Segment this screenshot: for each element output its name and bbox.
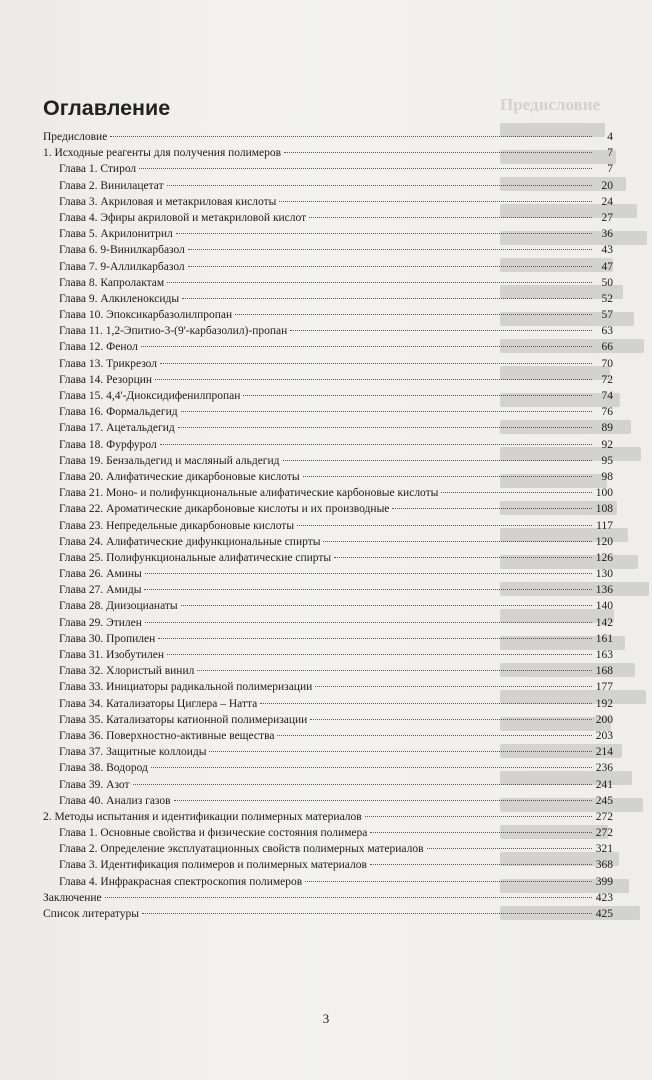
toc-entry-title: Предисловие: [43, 131, 108, 143]
toc-entry: [43, 145, 613, 161]
dot-leader: [188, 249, 592, 250]
dot-leader: [188, 266, 592, 267]
dot-leader: [323, 541, 592, 542]
toc-entry: [43, 129, 613, 145]
dot-leader: [167, 185, 592, 186]
toc-entry-page: 63: [601, 325, 613, 338]
dot-leader: [141, 346, 592, 347]
toc-entry-title: Глава 12. Фенол: [59, 341, 138, 354]
toc-entry-title: 2. Методы испытания и идентификации полимерных материалов: [43, 810, 362, 823]
toc-entry-page: 126: [595, 551, 613, 564]
toc-entry: [43, 501, 613, 517]
toc-entry-page: 136: [595, 584, 613, 597]
dot-leader: [167, 654, 592, 655]
toc-entry-page: 4: [607, 131, 613, 143]
toc-entry: [43, 582, 613, 598]
toc-entry: [43, 696, 613, 712]
dot-leader: [277, 735, 592, 736]
toc-entry: [43, 793, 613, 809]
toc-entry-title: Глава 6. 9-Винилкарбазол: [59, 244, 185, 257]
toc-entry-title: Глава 21. Моно- и полифункциональные алифатические карбоновые кислоты: [59, 487, 439, 500]
toc-entry-title: Глава 9. Алкиленоксиды: [59, 292, 180, 305]
toc-entry-page: 24: [601, 195, 613, 208]
toc-entry: [43, 760, 613, 776]
toc-entry: [43, 420, 613, 436]
toc-entry-page: 163: [595, 649, 613, 661]
toc-entry: [43, 615, 613, 631]
toc-entry-page: 177: [595, 681, 613, 694]
toc-entry-title: Глава 18. Фурфурол: [59, 438, 157, 451]
toc-entry-page: 72: [601, 373, 613, 386]
toc-entry-page: 98: [601, 470, 613, 483]
toc-entry: [43, 307, 613, 323]
toc-entry: [43, 469, 613, 485]
toc-entry-page: 200: [595, 713, 613, 726]
toc-entry: [43, 226, 613, 242]
dot-leader: [139, 168, 592, 169]
toc-entry-page: 47: [601, 260, 613, 273]
toc-entry-title: Глава 23. Непредельные дикарбоновые кислоты: [59, 519, 295, 532]
dot-leader: [284, 152, 592, 153]
toc-entry-page: 236: [595, 762, 613, 775]
toc-entry: [43, 437, 613, 453]
toc-entry-page: 70: [601, 357, 613, 370]
toc-entry-title: Список литературы: [43, 908, 139, 920]
toc-entry-title: Глава 39. Азот: [59, 778, 130, 791]
toc-entry-page: 214: [595, 746, 613, 759]
toc-entry-page: 92: [601, 438, 613, 451]
toc-entry: [43, 712, 613, 728]
toc-entry-page: 76: [601, 406, 613, 419]
toc-entry: [43, 744, 613, 760]
toc-entry-page: 27: [601, 211, 613, 224]
toc-entry-page: 272: [595, 810, 613, 823]
dot-leader: [441, 492, 592, 493]
toc-entry: [43, 210, 613, 226]
toc-entry: [43, 178, 613, 194]
dot-leader: [176, 233, 592, 234]
toc-entry-title: Глава 30. Пропилен: [59, 632, 156, 645]
toc-entry: [43, 728, 613, 744]
dot-leader: [243, 395, 592, 396]
dot-leader: [334, 557, 592, 558]
toc-entry-page: 168: [595, 665, 613, 678]
toc-entry-page: 203: [595, 729, 613, 742]
toc-entry-page: 399: [595, 875, 613, 888]
dot-leader: [142, 913, 592, 914]
toc-entry: [43, 388, 613, 404]
dot-leader: [160, 444, 592, 445]
toc-entry: [43, 550, 613, 566]
toc-entry-title: Глава 10. Эпоксикарбазолилпропан: [59, 309, 233, 322]
toc-entry-title: Глава 32. Хлористый винил: [59, 665, 195, 678]
toc-entry-title: Глава 7. 9-Аллилкарбазол: [59, 260, 185, 273]
toc-entry-title: Глава 25. Полифункциональные алифатические спирты: [59, 551, 332, 564]
dot-leader: [283, 460, 592, 461]
toc-entry: [43, 485, 613, 501]
toc-entry-title: Глава 16. Формальдегид: [59, 406, 178, 419]
dot-leader: [235, 314, 592, 315]
dot-leader: [310, 719, 592, 720]
dot-leader: [105, 897, 592, 898]
toc-entry-title: Глава 34. Катализаторы Циглера – Натта: [59, 697, 258, 710]
toc-entry: [43, 404, 613, 420]
toc-entry-page: 272: [595, 827, 613, 840]
toc-entry-page: 130: [595, 568, 613, 581]
toc-entry-page: 74: [601, 390, 613, 402]
toc-entry-title: Глава 24. Алифатические дифункциональные спирты: [59, 535, 321, 548]
toc-entry-page: 52: [601, 292, 613, 305]
toc-entry-page: 100: [595, 487, 613, 500]
toc-entry-title: Глава 31. Изобутилен: [59, 649, 165, 661]
toc-entry: [43, 161, 613, 177]
toc-entry: [43, 906, 613, 922]
toc-entry-title: Глава 40. Анализ газов: [59, 794, 171, 807]
toc-entry-title: Глава 3. Акриловая и метакриловая кислоты: [59, 195, 277, 208]
toc-entry-page: 245: [595, 794, 613, 807]
table-of-contents: [43, 129, 613, 922]
toc-entry: [43, 194, 613, 210]
toc-entry-page: 43: [601, 244, 613, 257]
toc-entry: [43, 857, 613, 873]
dot-leader: [197, 670, 592, 671]
dot-leader: [151, 767, 592, 768]
toc-entry-title: Глава 1. Основные свойства и физические состояния полимера: [59, 827, 368, 840]
toc-entry-page: 95: [601, 454, 613, 467]
toc-entry: [43, 598, 613, 614]
toc-entry-title: Глава 15. 4,4'-Диоксидифенилпропан: [59, 390, 241, 402]
toc-entry-page: 7: [607, 147, 613, 160]
toc-entry-page: 120: [595, 535, 613, 548]
dot-leader: [303, 476, 592, 477]
toc-entry-title: Глава 22. Ароматические дикарбоновые кислоты и их производные: [59, 503, 390, 516]
toc-entry: [43, 566, 613, 582]
toc-entry: [43, 356, 613, 372]
dot-leader: [309, 217, 592, 218]
toc-entry: [43, 291, 613, 307]
dot-leader: [427, 848, 592, 849]
toc-entry: [43, 647, 613, 663]
toc-entry: [43, 841, 613, 857]
toc-entry-page: 36: [601, 228, 613, 241]
toc-entry-title: Глава 4. Эфиры акриловой и метакриловой кислот: [59, 211, 307, 224]
toc-entry-page: 108: [595, 503, 613, 516]
toc-entry-page: 142: [595, 616, 613, 629]
toc-entry-page: 50: [601, 276, 613, 289]
toc-entry: [43, 275, 613, 291]
page-title: Оглавление: [43, 96, 171, 120]
dot-leader: [279, 201, 592, 202]
toc-entry-title: Глава 35. Катализаторы катионной полимеризации: [59, 713, 308, 726]
toc-entry-page: 20: [601, 179, 613, 192]
toc-entry: [43, 372, 613, 388]
dot-leader: [167, 282, 592, 283]
toc-entry-title: Заключение: [43, 891, 102, 904]
toc-entry: [43, 534, 613, 550]
toc-entry-title: Глава 4. Инфракрасная спектроскопия полимеров: [59, 875, 303, 888]
toc-entry: [43, 874, 613, 890]
toc-entry: [43, 809, 613, 825]
toc-entry-title: Глава 20. Алифатические дикарбоновые кислоты: [59, 470, 300, 483]
toc-entry-page: 161: [595, 632, 613, 645]
toc-entry-page: 368: [595, 859, 613, 872]
bleed-heading: Предисловие: [500, 95, 601, 114]
dot-leader: [160, 363, 592, 364]
toc-entry: [43, 323, 613, 339]
dot-leader: [305, 881, 592, 882]
toc-entry-title: Глава 1. Стирол: [59, 163, 137, 176]
toc-entry-title: Глава 19. Бензальдегид и масляный альдегид: [59, 454, 280, 467]
dot-leader: [178, 427, 592, 428]
toc-entry-title: Глава 13. Трикрезол: [59, 357, 158, 370]
dot-leader: [174, 800, 592, 801]
dot-leader: [315, 686, 592, 687]
toc-entry-title: Глава 5. Акрилонитрил: [59, 228, 173, 241]
toc-entry-page: 117: [596, 519, 613, 532]
toc-entry-page: 7: [607, 163, 613, 176]
toc-entry-page: 425: [595, 908, 613, 920]
toc-entry-page: 66: [601, 341, 613, 354]
dot-leader: [181, 411, 592, 412]
toc-entry: [43, 453, 613, 469]
toc-entry-page: 423: [595, 891, 613, 904]
toc-entry-title: Глава 38. Водород: [59, 762, 148, 775]
toc-entry: [43, 825, 613, 841]
toc-entry-title: 1. Исходные реагенты для получения полимеров: [43, 147, 282, 160]
dot-leader: [392, 508, 592, 509]
dot-leader: [365, 816, 592, 817]
toc-entry: [43, 777, 613, 793]
dot-leader: [181, 605, 592, 606]
dot-leader: [370, 864, 592, 865]
dot-leader: [133, 784, 592, 785]
dot-leader: [110, 136, 592, 137]
toc-entry-page: 321: [595, 843, 613, 856]
toc-entry-page: 192: [595, 697, 613, 710]
dot-leader: [260, 703, 592, 704]
toc-entry-title: Глава 36. Поверхностно-активные вещества: [59, 729, 275, 742]
toc-entry: [43, 679, 613, 695]
dot-leader: [290, 330, 592, 331]
toc-entry-title: Глава 2. Определение эксплуатационных свойств полимерных материалов: [59, 843, 424, 856]
toc-entry: [43, 518, 613, 534]
dot-leader: [158, 638, 592, 639]
toc-entry-title: Глава 29. Этилен: [59, 616, 142, 629]
toc-entry-title: Глава 3. Идентификация полимеров и полимерных материалов: [59, 859, 367, 872]
toc-entry-title: Глава 37. Защитные коллоиды: [59, 746, 207, 759]
toc-entry-title: Глава 2. Винилацетат: [59, 179, 164, 192]
toc-entry-page: 89: [601, 422, 613, 435]
toc-entry-title: Глава 17. Ацетальдегид: [59, 422, 175, 435]
toc-entry: [43, 663, 613, 679]
dot-leader: [209, 751, 592, 752]
toc-entry-title: Глава 26. Амины: [59, 568, 142, 581]
dot-leader: [144, 589, 592, 590]
toc-entry-title: Глава 11. 1,2-Эпитио-3-(9'-карбазолил)-пропан: [59, 325, 288, 338]
toc-entry: [43, 339, 613, 355]
toc-entry: [43, 242, 613, 258]
toc-entry: [43, 631, 613, 647]
toc-entry-title: Глава 33. Инициаторы радикальной полимеризации: [59, 681, 313, 694]
dot-leader: [155, 379, 592, 380]
dot-leader: [182, 298, 592, 299]
toc-entry: [43, 890, 613, 906]
toc-entry: [43, 259, 613, 275]
toc-entry-page: 57: [601, 309, 613, 322]
toc-entry-page: 140: [595, 600, 613, 613]
dot-leader: [145, 622, 592, 623]
toc-entry-title: Глава 27. Амиды: [59, 584, 142, 597]
toc-entry-title: Глава 28. Диизоцианаты: [59, 600, 178, 613]
toc-entry-title: Глава 8. Капролактам: [59, 276, 165, 289]
dot-leader: [297, 525, 592, 526]
page-number: 3: [322, 1011, 330, 1026]
toc-entry-title: Глава 14. Резорцин: [59, 373, 153, 386]
toc-entry-page: 241: [595, 778, 613, 791]
dot-leader: [370, 832, 592, 833]
dot-leader: [145, 573, 592, 574]
